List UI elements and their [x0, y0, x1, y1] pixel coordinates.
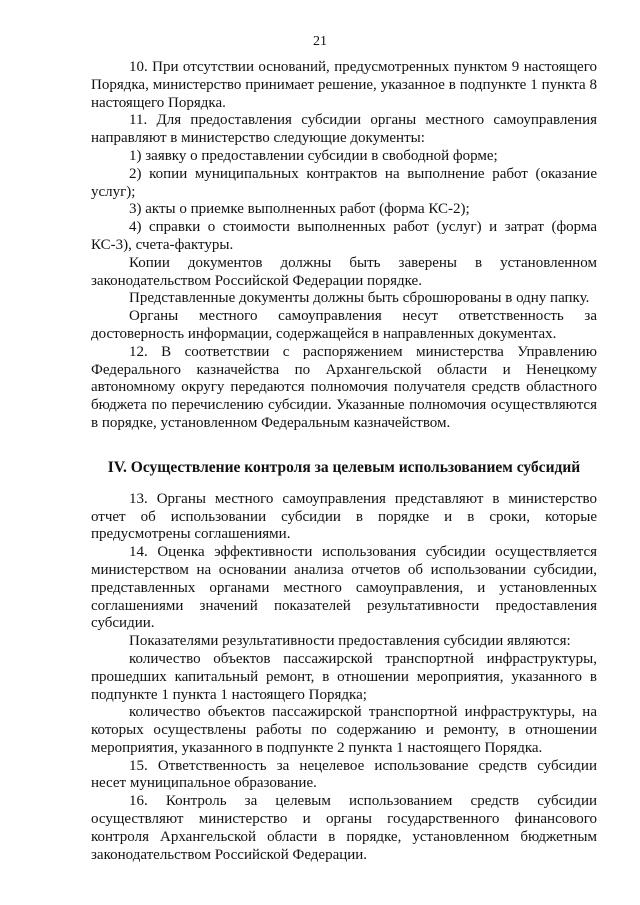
indicator-item-1: количество объектов пассажирской транспортной инфраструктуры, прошедших капитальный ремонт, в отношении мероприятия, указанного в подпункте 1 пункта 1 настоящего Порядка; [91, 650, 597, 703]
paragraph-13: 13. Органы местного самоуправления представляют в министерство отчет об использовании субсидии в порядке и в сроки, которые предусмотрены соглашениями. [91, 490, 597, 543]
paragraph-15: 15. Ответственность за нецелевое использование средств субсидии несет муниципальное образование. [91, 757, 597, 792]
paragraph-10: 10. При отсутствии оснований, предусмотренных пунктом 9 настоящего Порядка, министерство принимает решение, указанное в подпункте 1 пункта 8 настоящего Порядка. [91, 59, 597, 111]
section-heading: IV. Осуществление контроля за целевым использованием субсидий [107, 458, 581, 476]
indicator-item-2: количество объектов пассажирской транспортной инфраструктуры, на которых осуществлены работы по содержанию и ремонту, в отношении мероприятия, указанного в подпункте 2 пункта 1 настоящего Порядка. [91, 704, 597, 756]
list-item-1: 1) заявку о предоставлении субсидии в свободной форме; [129, 147, 498, 164]
list-item-4: 4) справки о стоимости выполненных работ (услуг) и затрат (форма КС-3), счета-фактуры. [91, 219, 597, 253]
list-item-3: 3) акты о приемке выполненных работ (форма КС-2); [129, 201, 470, 218]
page-number: 21 [313, 34, 327, 49]
paragraph-responsibility: Органы местного самоуправления несут ответственность за достоверность информации, содержащейся в направленных документах. [91, 308, 597, 342]
list-item-2: 2) копии муниципальных контрактов на выполнение работ (оказание услуг); [91, 165, 597, 200]
paragraph-11: 11. Для предоставления субсидии органы местного самоуправления направляют в министерство следующие документы: [91, 112, 597, 147]
document-body [91, 59, 597, 864]
paragraph-12: 12. В соответствии с распоряжением министерства Управлению Федерального казначейства по Архангельской области и Ненецкому автономному округу передаются полномочия получателя средств областного бюджета по перечислению субсидии. Указанные полномочия осуществляются в порядке, установленном Федеральным казначейством. [91, 343, 597, 431]
paragraph-indicators: Показателями результативности предоставления субсидии являются: [129, 633, 571, 650]
paragraph-16: 16. Контроль за целевым использованием средств субсидии осуществляют министерство и органы государственного финансового контроля Архангельской области в порядке, установленном бюджетным законодательством Российской Федерации. [91, 793, 597, 863]
paragraph-copies: Копии документов должны быть заверены в установленном законодательством Российской Федерации порядке. [91, 254, 597, 289]
paragraph-folder: Представленные документы должны быть сброшюрованы в одну папку. [129, 290, 590, 307]
paragraph-14: 14. Оценка эффективности использования субсидии осуществляется министерством на основании анализа отчетов об использовании субсидии, представленных органами местного самоуправления, и установленных соглашениями значений показателей результативности предоставления субсидии. [91, 544, 597, 632]
